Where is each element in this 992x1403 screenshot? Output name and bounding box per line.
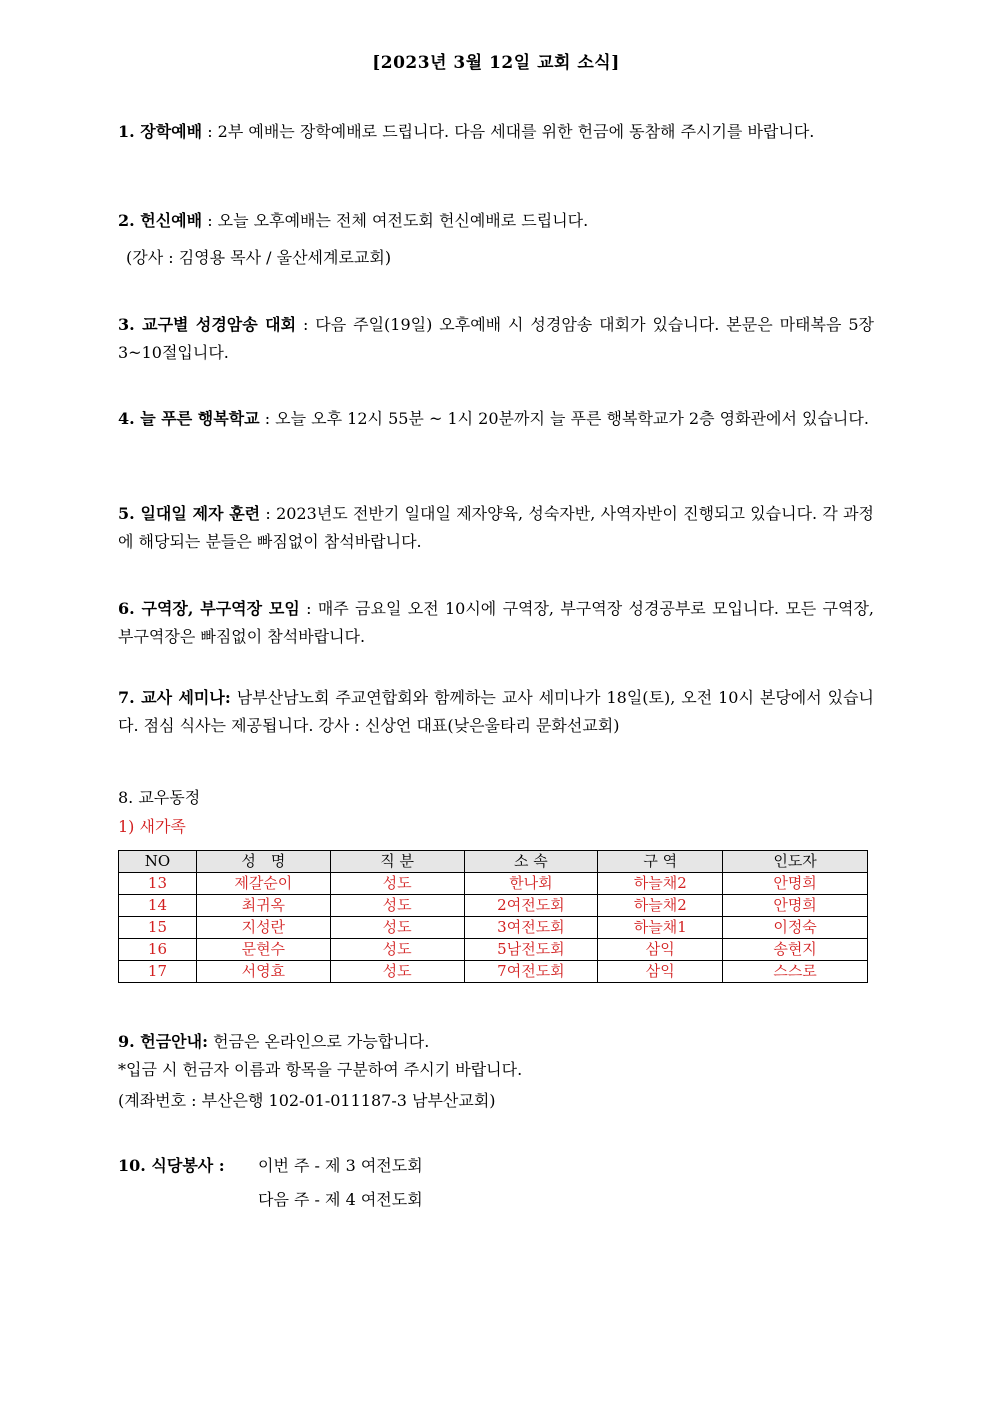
col-header-name: 성 명 (196, 851, 330, 873)
notice-heading: 10. 식당봉사 : (118, 1156, 225, 1175)
notice-body: 남부산남노회 주교연합회와 함께하는 교사 세미나가 18일(토), 오전 10시 본당에서 있습니다. 점심 식사는 제공됩니다. 강사 : 신상언 대표(낮은울타리 문화선교회) (118, 688, 874, 735)
cell-affiliation: 한나회 (464, 873, 598, 895)
notice-heading: 9. 헌금안내: (118, 1032, 209, 1051)
notice-body: 오늘 오후예배는 전체 여전도회 헌신예배로 드립니다. (217, 211, 589, 230)
notice-body: 2부 예배는 장학예배로 드립니다. 다음 세대를 위한 헌금에 동참해 주시기를 바랍니다. (217, 122, 815, 141)
cell-name: 최귀옥 (196, 895, 330, 917)
cell-no: 15 (119, 917, 197, 939)
cell-position: 성도 (330, 895, 464, 917)
new-family-table (118, 850, 868, 983)
cell-district: 하늘채2 (598, 873, 723, 895)
cell-guide: 이정숙 (723, 917, 868, 939)
notice-heading: 4. 늘 푸른 행복학교 (118, 409, 260, 428)
notice-body: 다음 주일(19일) 오후예배 시 성경암송 대회가 있습니다. 본문은 마태복음 5장 3~10절입니다. (118, 315, 874, 362)
next-week-service: 다음 주 - 제 4 여전도회 (258, 1190, 423, 1209)
table-header-row (119, 851, 868, 873)
col-header-district: 구 역 (598, 851, 723, 873)
notice-heading: 7. 교사 세미나: (118, 688, 231, 707)
cell-affiliation: 5남전도회 (464, 939, 598, 961)
cell-name: 서영효 (196, 961, 330, 983)
cell-no: 13 (119, 873, 197, 895)
cell-no: 17 (119, 961, 197, 983)
notice-heading: 2. 헌신예배 (118, 211, 203, 230)
cell-no: 16 (119, 939, 197, 961)
deposit-instruction: *입금 시 헌금자 이름과 항목을 구분하여 주시기 바랍니다. (118, 1060, 523, 1079)
cell-district: 하늘채1 (598, 917, 723, 939)
notice-body: 매주 금요일 오전 10시에 구역장, 부구역장 성경공부로 모입니다. 모든 구역장, 부구역장은 빠짐없이 참석바랍니다. (118, 599, 874, 646)
cell-affiliation: 7여전도회 (464, 961, 598, 983)
cell-guide: 안명희 (723, 895, 868, 917)
cell-name: 문현수 (196, 939, 330, 961)
notice-heading: 3. 교구별 성경암송 대회 (118, 315, 297, 334)
cell-district: 하늘채2 (598, 895, 723, 917)
notice-item-7 (118, 684, 874, 740)
col-header-guide: 인도자 (723, 851, 868, 873)
notice-heading: 5. 일대일 제자 훈련 (118, 504, 261, 523)
notice-item-5: 5. 일대일 제자 훈련 : 2023년도 전반기 일대일 제자양육, 성숙자반, 사역자반이 진행되고 있습니다. 각 과정에 해당되는 분들은 빠짐없이 참석바랍니다. (118, 504, 875, 551)
col-header-affiliation: 소 속 (464, 851, 598, 873)
notice-item-6: 6. 구역장, 부구역장 모임 : 매주 금요일 오전 10시에 구역장, 부구역장 성경공부로 모입니다. 모든 구역장, 부구역장은 빠짐없이 참석바랍니다. (118, 599, 874, 646)
col-header-position: 직 분 (330, 851, 464, 873)
table-row (119, 939, 868, 961)
cell-name: 지성란 (196, 917, 330, 939)
cell-guide: 스스로 (723, 961, 868, 983)
cell-district: 삼익 (598, 961, 723, 983)
new-family-heading: 1) 새가족 (118, 817, 186, 836)
document-title: [2023년 3월 12일 교회 소식] (372, 53, 620, 73)
cell-district: 삼익 (598, 939, 723, 961)
cell-affiliation: 3여전도회 (464, 917, 598, 939)
col-header-no: NO (119, 851, 197, 873)
notice-item-4: 4. 늘 푸른 행복학교 : 오늘 오후 12시 55분 ~ 1시 20분까지 늘 푸른 행복학교가 2층 영화관에서 있습니다. (118, 409, 869, 428)
cell-guide: 송현지 (723, 939, 868, 961)
cell-position: 성도 (330, 917, 464, 939)
section-9-offering (118, 1028, 429, 1056)
notice-body: 헌금은 온라인으로 가능합니다. (208, 1032, 430, 1051)
notice-item-1: 1. 장학예배 : 2부 예배는 장학예배로 드립니다. 다음 세대를 위한 헌금에 동참해 주시기를 바랍니다. (118, 122, 815, 141)
table-row (119, 961, 868, 983)
notice-item-3: 3. 교구별 성경암송 대회 : 다음 주일(19일) 오후예배 시 성경암송 대회가 있습니다. 본문은 마태복음 5장 3~10절입니다. (118, 315, 874, 362)
table-row (119, 895, 868, 917)
cell-no: 14 (119, 895, 197, 917)
section-10-kitchen-service (118, 1152, 225, 1180)
account-number: (계좌번호 : 부산은행 102-01-011187-3 남부산교회) (118, 1091, 496, 1110)
cell-position: 성도 (330, 873, 464, 895)
notice-heading: 1. 장학예배 (118, 122, 203, 141)
table-row (119, 873, 868, 895)
notice-item-2: 2. 헌신예배 : 오늘 오후예배는 전체 여전도회 헌신예배로 드립니다. (118, 211, 589, 230)
cell-name: 제갈순이 (196, 873, 330, 895)
speaker-note: (강사 : 김영용 목사 / 울산세계로교회) (126, 248, 392, 267)
cell-position: 성도 (330, 961, 464, 983)
cell-affiliation: 2여전도회 (464, 895, 598, 917)
notice-body: 오늘 오후 12시 55분 ~ 1시 20분까지 늘 푸른 행복학교가 2층 영화관에서 있습니다. (275, 409, 869, 428)
cell-position: 성도 (330, 939, 464, 961)
notice-heading: 6. 구역장, 부구역장 모임 (118, 599, 300, 618)
this-week-service: 이번 주 - 제 3 여전도회 (258, 1156, 423, 1175)
table-row (119, 917, 868, 939)
notice-body: 2023년도 전반기 일대일 제자양육, 성숙자반, 사역자반이 진행되고 있습니다. 각 과정에 해당되는 분들은 빠짐없이 참석바랍니다. (118, 504, 875, 551)
section-8-heading: 8. 교우동정 (118, 788, 201, 807)
cell-guide: 안명희 (723, 873, 868, 895)
